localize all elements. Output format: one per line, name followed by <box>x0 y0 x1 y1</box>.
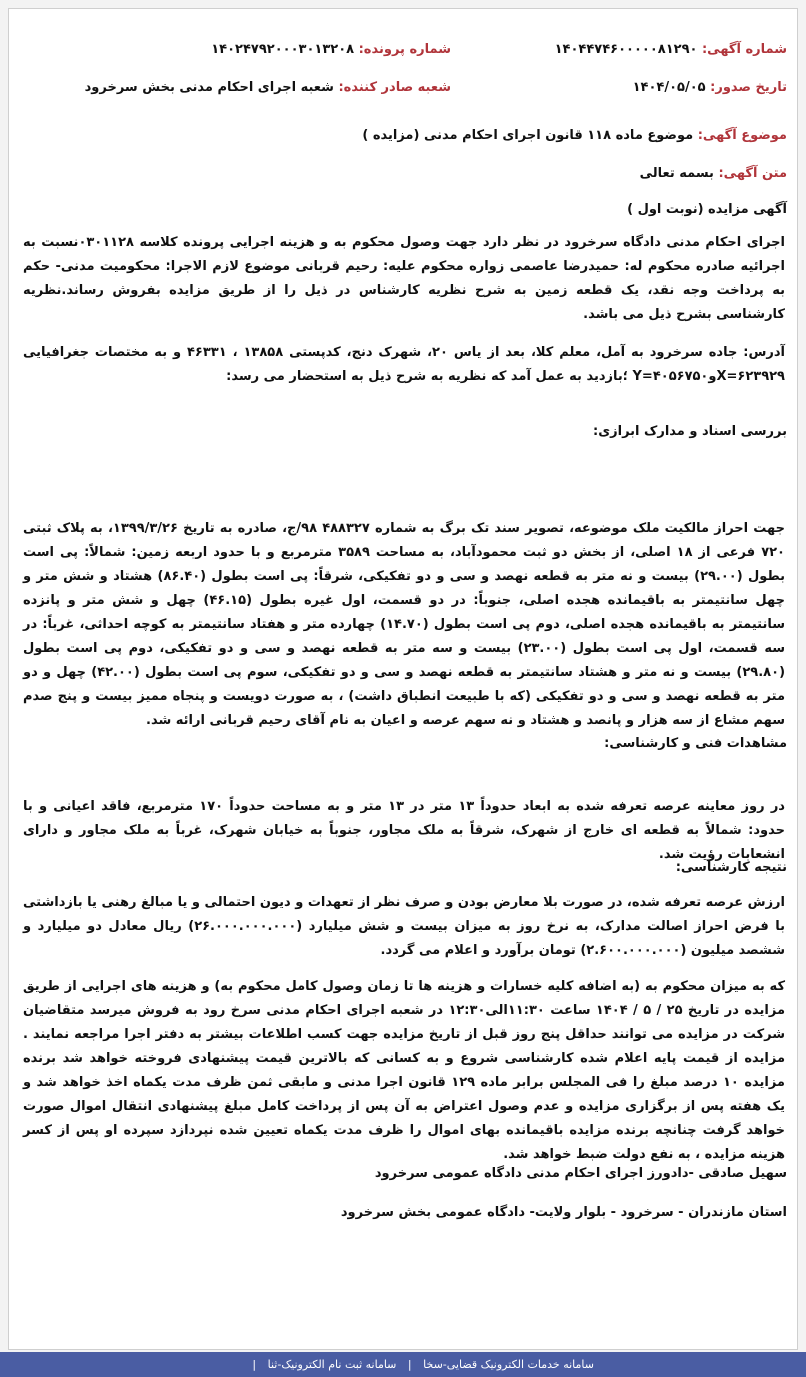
subject-row <box>362 125 787 147</box>
court-address-line: استان مازندران - سرخرود - بلوار ولایت- دادگاه عمومی بخش سرخرود <box>340 1205 787 1220</box>
case-number-label: شماره پرونده: <box>358 42 451 57</box>
issue-date-value: ۱۴۰۴/۰۵/۰۵ <box>632 80 706 95</box>
footer-link-sana[interactable]: سامانه ثبت نام الکترونیک-ثنا <box>267 1358 397 1371</box>
issue-date-row <box>633 77 787 99</box>
address-paragraph: آدرس: جاده سرخرود به آمل، معلم کلا، بعد از یاس ۲۰، شهرک دنج، کدپستی ۱۳۸۵۸ ، ۴۶۳۳۱ و به مختصات جغرافیایی X=۶۲۳۹۲۹و۴۰۵۶۷۵۰=Y ؛بازدید به عمل آمد که نظریه به شرح ذیل به استحضار می رسد: <box>23 345 785 384</box>
footer-links <box>244 1352 594 1377</box>
auction-terms-paragraph: که به میزان محکوم به (به اضافه کلیه خسارات و هزینه ها تا زمان وصول کامل محکوم به) و هزینه های اجرایی از طریق مزایده در تاریخ ۲۵ / ۵ / ۱۴۰۴ ساعت ۱۱:۳۰الی۱۲:۳۰ در شعبه اجرای احکام مدنی سرخ رود به فروش میرسد متقاضیان شرکت در مزایده می توانند حداقل پنج روز قبل از تاریخ مزایده جهت کسب اطلاعات بیشتر به دفتر اجرا مراجعه نمایند . مزایده از قیمت پایه اعلام شده کارشناسی شروع و به کسانی که بالاترین قیمت پیشنهادی فروخته خواهد شد برنده مزایده ۱۰ درصد مبلغ را فی المجلس برابر ماده ۱۲۹ قانون اجرا مدنی و مابقی ثمن ظرف مدت یکماه اخذ خواهد شد و یک هفته پس از برگزاری مزایده و عدم وصول اعتراض به آن پس از پرداخت کامل مبلغ پیشنهادی انتقال اموال صورت خواهد گرفت چنانچه برنده مزایده باقیمانده بهای اموال را ظرف مدت یکماه تعیین شده نپردازد سپرده او پس از کسر هزینه مزایده ، به نفع دولت ضبط خواهد شد. <box>23 979 786 1162</box>
case-number-value: ۱۴۰۲۴۷۹۲۰۰۰۳۰۱۳۲۰۸ <box>211 42 355 57</box>
documents-paragraph: جهت احراز مالکیت ملک موضوعه، تصویر سند تک برگ به شماره ۴۸۸۳۲۷ ۹۸/ج، صادره به تاریخ ۱۳۹۹/۳/۲۶، به پلاک ثبتی ۷۲۰ فرعی از ۱۸ اصلی، از بخش دو ثبت محمودآباد، به مساحت ۳۵۸۹ مترمربع و با حدود اربعه زمین: شمالاً: پی است بطول (۲۹.۰۰) بیست و نه متر به قطعه نهصد و سی و دو تفکیکی، شرقاً: پی است بطول (۸۶.۴۰) هشتاد و شش متر و چهل سانتیمتر به باقیمانده هجده اصلی، جنوباً: در دو قسمت، اول غیره بطول (۴۶.۱۵) چهل و شش متر و پانزده سانتیمتر به باقیمانده هجده اصلی، دوم پی است بطول (۱۴.۷۰) چهارده متر و هفتاد سانتیمتر به کوچه احداثی، غرباً: در سه قسمت، اول پی است بطول (۲۳.۰۰) بیست و سه متر به قطعه نهصد و سی و دو تفکیکی، دوم پی است بطول (۲۹.۸۰) بیست و نه متر و هشتاد سانتیمتر به قطعه نهصد و سی و دو تفکیکی، سوم پی است بطول (۴۲.۰۰) چهل و دو متر به قطعه نهصد و سی و دو تفکیکی (که با طبیعت انطباق داشت) ، به صورت دویست و پنجاه ممیز بیست و پنج صدم سهم مشاع از سه هزار و پانصد و هشتاد و نه سهم عرصه و اعیان به نام آقای رحیم قربانی ارائه شد. <box>23 521 786 728</box>
observations-paragraph: در روز معاینه عرصه تعرفه شده به ابعاد حدوداً ۱۳ متر در ۱۳ متر و به مساحت حدوداً ۱۷۰ مترمربع، فاقد اعیانی و با حدود: شمالاً به قطعه ای خارج از شهرک، شرقاً به ملک مجاور، جنوباً به خیابان شهرک، غرباً به ملک مجاور و دارای انشعابات رؤیت شد. <box>23 799 785 862</box>
text-intro-label: متن آگهی: <box>718 166 787 181</box>
text-intro-value: بسمه تعالی <box>639 166 714 181</box>
footer-separator-end: | <box>252 1358 257 1371</box>
result-heading: نتیجه کارشناسی: <box>675 860 787 875</box>
result-paragraph: ارزش عرصه تعرفه شده، در صورت بلا معارض بودن و صرف نظر از تعهدات و دیون احتمالی و یا مبالغ رهنی یا بازداشتی با فرض احراز اصالت مدارک، به نرخ روز به میزان بیست و شش میلیارد (۲۶.۰۰۰.۰۰۰.۰۰۰) ریال معادل دو میلیارد و ششصد میلیون (۲.۶۰۰.۰۰۰.۰۰۰) تومان برآورد و اعلام می گردد. <box>23 895 785 958</box>
case-number-row <box>211 39 451 61</box>
ad-number-row <box>555 39 787 61</box>
footer-separator: | <box>407 1358 412 1371</box>
issue-date-label: تاریخ صدور: <box>710 80 787 95</box>
documents-heading: بررسی اسناد و مدارک ابرازی: <box>593 424 787 439</box>
observations-heading: مشاهدات فنی و کارشناسی: <box>604 736 787 751</box>
intro-paragraph: اجرای احکام مدنی دادگاه سرخرود در نظر دارد جهت وصول محکوم به و هزینه اجرایی پرونده کلاسه ۰۳۰۱۱۲۸نسبت به اجرائیه صادره محکوم له: حمیدرضا عاصمی زواره محکوم علیه: رحیم قربانی موضوع لازم الاجرا: محکومیت مدنی- حکم به پرداخت وجه نقد، یک قطعه زمین به شرح نظریه کارشناس در ذیل را از طریق مزایده بفروش رساند.نظریه کارشناسی بشرح ذیل می باشد. <box>23 235 785 322</box>
footer-bar <box>0 1352 806 1377</box>
document-frame <box>8 8 798 1350</box>
signature-line: سهیل صادقی -دادورز اجرای احکام مدنی دادگاه عمومی سرخرود <box>374 1166 787 1181</box>
subject-label: موضوع آگهی: <box>697 128 787 143</box>
footer-link-sakha[interactable]: سامانه خدمات الکترونیک قضایی-سخا <box>423 1358 594 1371</box>
issuer-label: شعبه صادر کننده: <box>338 80 451 95</box>
issuer-row <box>85 77 451 99</box>
ad-number-label: شماره آگهی: <box>701 42 787 57</box>
auction-title: آگهی مزایده (نوبت اول ) <box>627 202 787 217</box>
issuer-value: شعبه اجرای احکام مدنی بخش سرخرود <box>84 80 334 95</box>
text-intro-row <box>640 163 787 185</box>
ad-number-value: ۱۴۰۴۴۷۴۶۰۰۰۰۰۸۱۲۹۰ <box>554 42 698 57</box>
subject-value: موضوع ماده ۱۱۸ قانون اجرای احکام مدنی (مزایده ) <box>362 128 694 143</box>
